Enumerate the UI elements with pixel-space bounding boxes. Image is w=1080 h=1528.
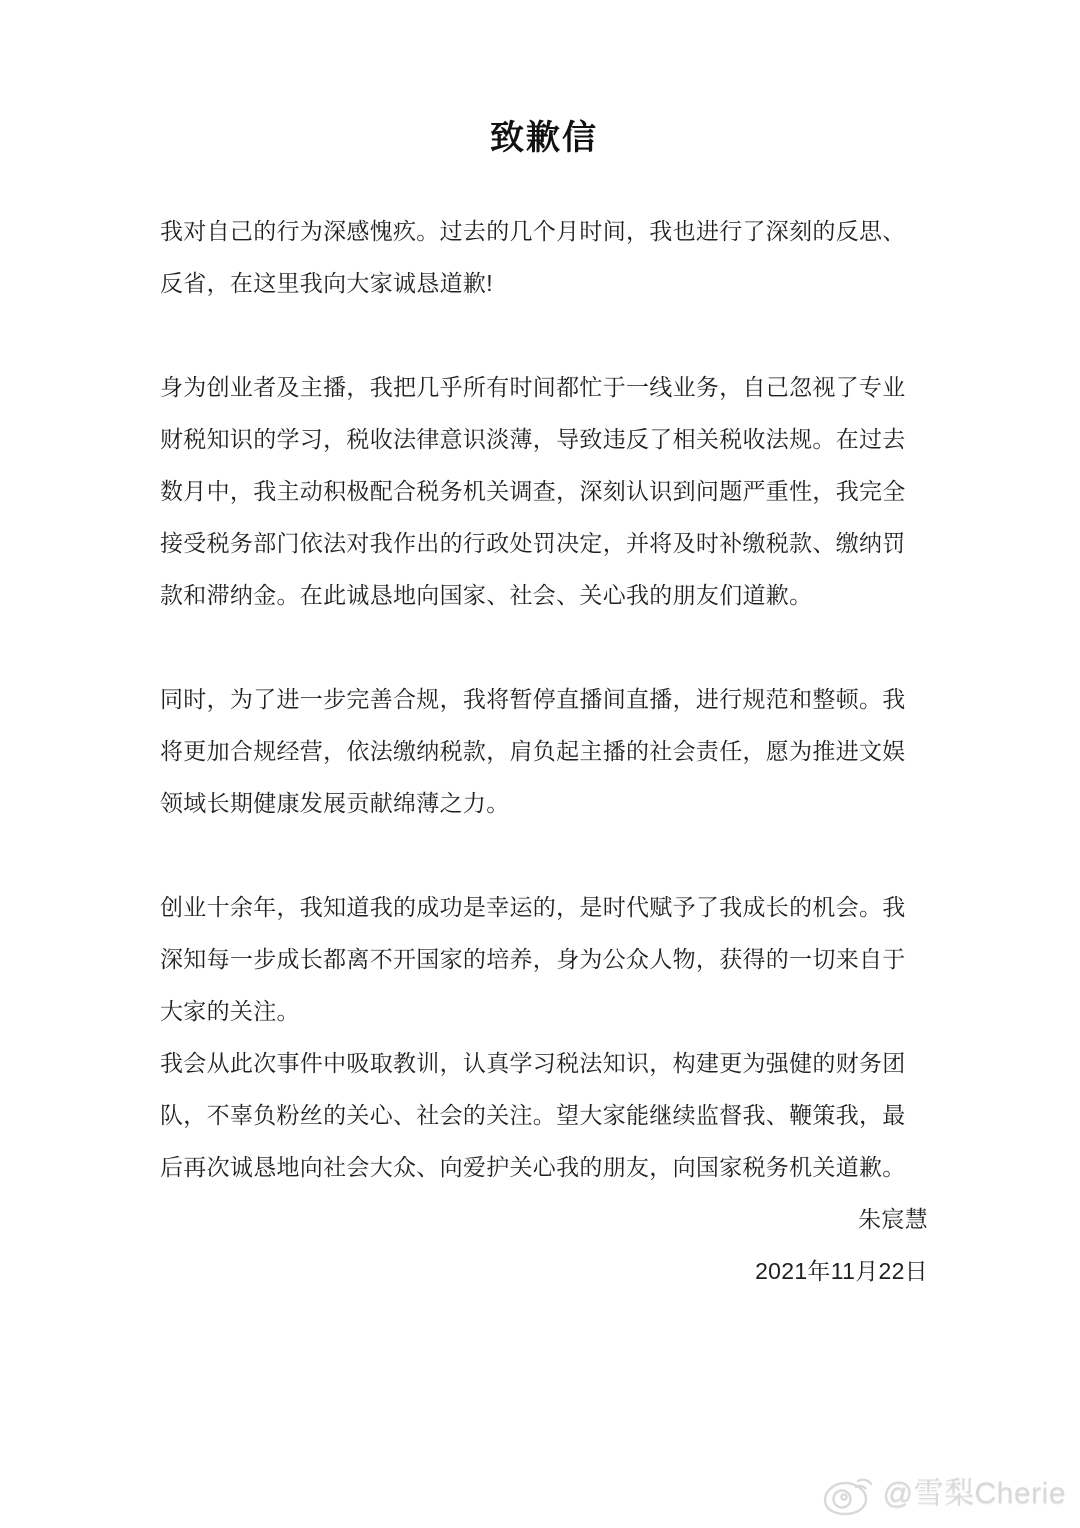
paragraph-2: 身为创业者及主播，我把几乎所有时间都忙于一线业务，自己忽视了专业财税知识的学习，税收法律意识淡薄，导致违反了相关税收法规。在过去数月中，我主动积极配合税务机关调查，深刻认识到问题严重性，我完全接受税务部门依法对我作出的行政处罚决定，并将及时补缴税款、缴纳罚款和滞纳金。在此诚恳地向国家、社会、关心我的朋友们道歉。: [160, 373, 906, 608]
letter-body: [160, 118, 928, 1297]
weibo-watermark: [821, 1470, 1066, 1518]
signature-date: 2021年11月22日: [755, 1257, 928, 1284]
paragraph-4: 创业十余年，我知道我的成功是幸运的，是时代赋予了我成长的机会。我深知每一步成长都离不开国家的培养，身为公众人物，获得的一切来自于大家的关注。: [160, 893, 906, 1024]
paragraph-1: 我对自己的行为深感愧疚。过去的几个月时间，我也进行了深刻的反思、反省，在这里我向大家诚恳道歉!: [160, 217, 906, 296]
signature-name: 朱宸慧: [858, 1205, 928, 1232]
signature-block: [160, 1193, 928, 1297]
letter-title: 致歉信: [490, 119, 598, 157]
watermark-handle: @雪梨Cherie: [882, 1477, 1066, 1510]
paragraph-5: 我会从此次事件中吸取教训，认真学习税法知识，构建更为强健的财务团队，不辜负粉丝的关心、社会的关注。望大家能继续监督我、鞭策我，最后再次诚恳地向社会大众、向爱护关心我的朋友，向国家税务机关道歉。: [160, 1049, 906, 1180]
paragraph-3: 同时，为了进一步完善合规，我将暂停直播间直播，进行规范和整顿。我将更加合规经营，依法缴纳税款，肩负起主播的社会责任，愿为推进文娱领域长期健康发展贡献绵薄之力。: [160, 685, 906, 816]
weibo-logo-icon: [821, 1470, 877, 1518]
